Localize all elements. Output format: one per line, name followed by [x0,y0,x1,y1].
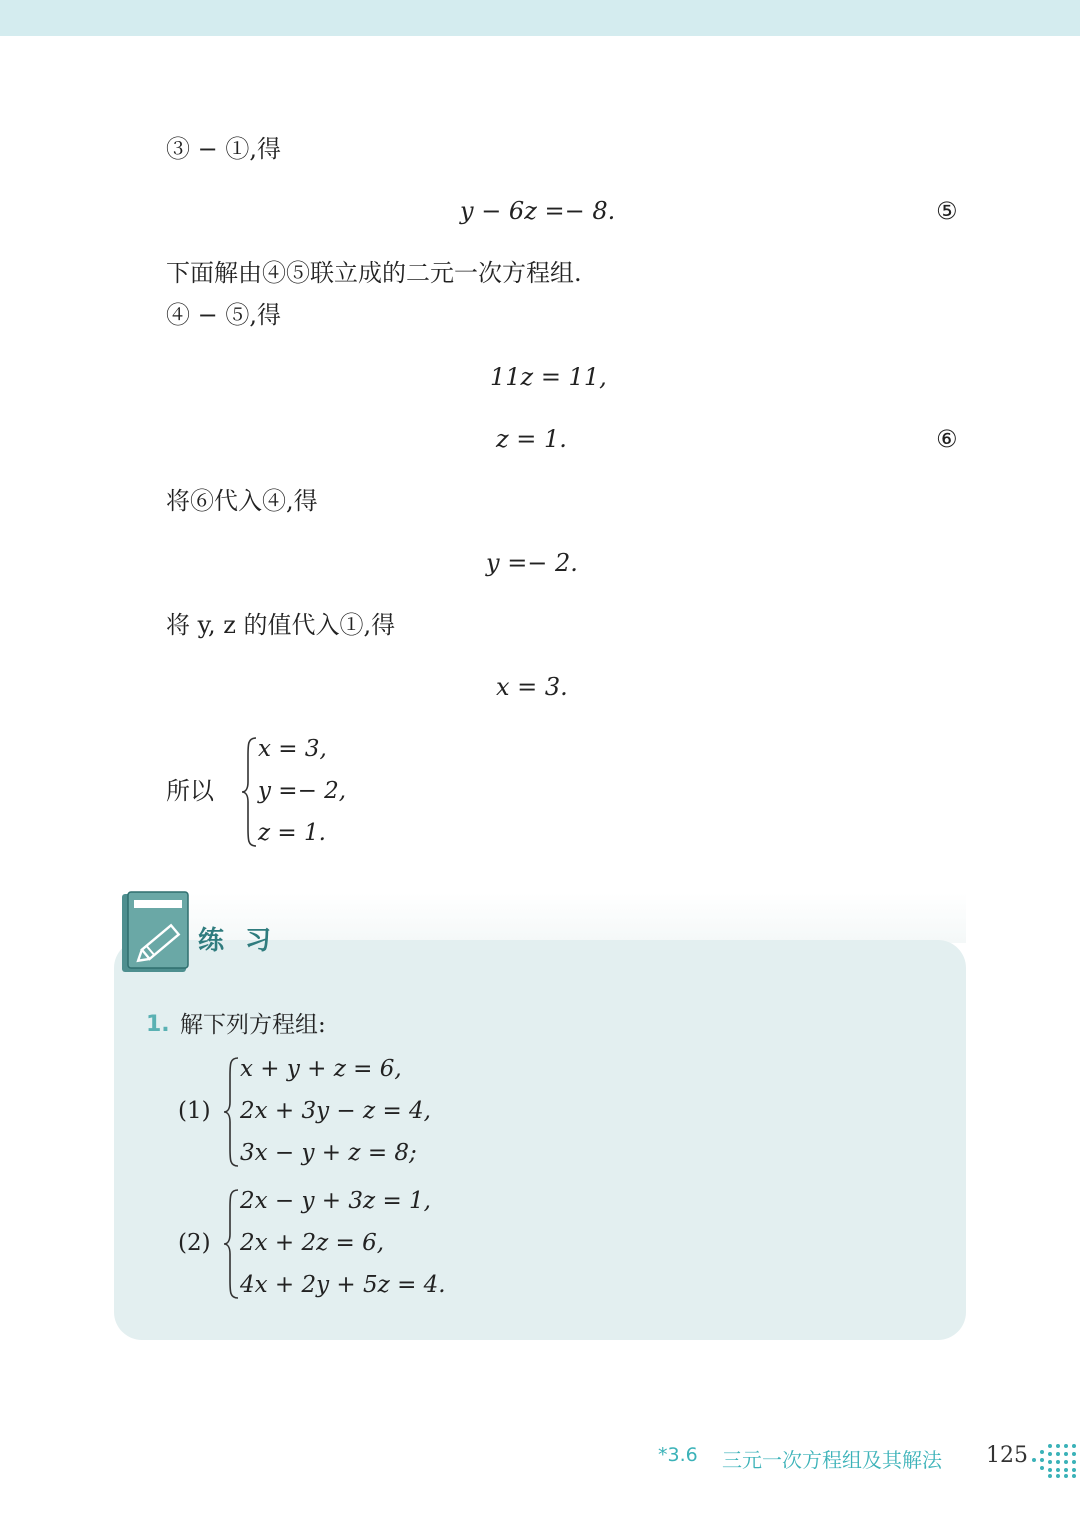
equation-number-6: ⑥ [936,425,958,453]
system-2-eq-2: 2x + 2z = 6, [240,1230,385,1256]
step-text: 将 y, z 的值代入①,得 [166,611,396,639]
system-2-eq-1: 2x − y + 3z = 1, [240,1188,431,1214]
section-title: 三元一次方程组及其解法 [722,1448,942,1472]
page-number: 125 [986,1443,1028,1468]
solution-z: z = 1. [258,820,326,846]
step-text: 下面解由④⑤联立成的二元一次方程组. [166,259,582,287]
system-1-eq-2: 2x + 3y − z = 4, [240,1098,431,1124]
left-brace [222,1056,242,1168]
solution-y: y =− 2, [258,778,347,804]
exercise-prompt: 解下列方程组: [180,1012,326,1038]
equation: 11z = 11, [490,363,607,391]
left-brace [240,736,260,848]
equation: x = 3. [496,673,568,701]
step-text: 将⑥代入④,得 [166,487,318,515]
exercise-number: 1. [146,1012,170,1037]
system-2-eq-3: 4x + 2y + 5z = 4. [240,1272,446,1298]
step-text: ④ − ⑤,得 [166,301,281,329]
practice-title: 练 习 [198,926,278,956]
dot-grid-decoration-icon [1030,1440,1080,1480]
conclusion-label: 所以 [166,777,214,805]
problem-label-2: (2) [178,1230,211,1256]
equation-5: y − 6z =− 8. [460,197,616,225]
equation: y =− 2. [486,549,578,577]
system-1-eq-3: 3x − y + z = 8; [240,1140,417,1166]
left-brace [222,1188,242,1300]
section-number: *3.6 [658,1444,698,1466]
solution-x: x = 3, [258,736,327,762]
pencil-notebook-icon [120,890,190,974]
step-text: ③ − ①,得 [166,135,281,163]
practice-header-strip [186,893,966,943]
equation-number-5: ⑤ [936,197,958,225]
system-1-eq-1: x + y + z = 6, [240,1056,402,1082]
top-band [0,0,1080,36]
problem-label-1: (1) [178,1098,211,1124]
equation-6: z = 1. [496,425,567,453]
